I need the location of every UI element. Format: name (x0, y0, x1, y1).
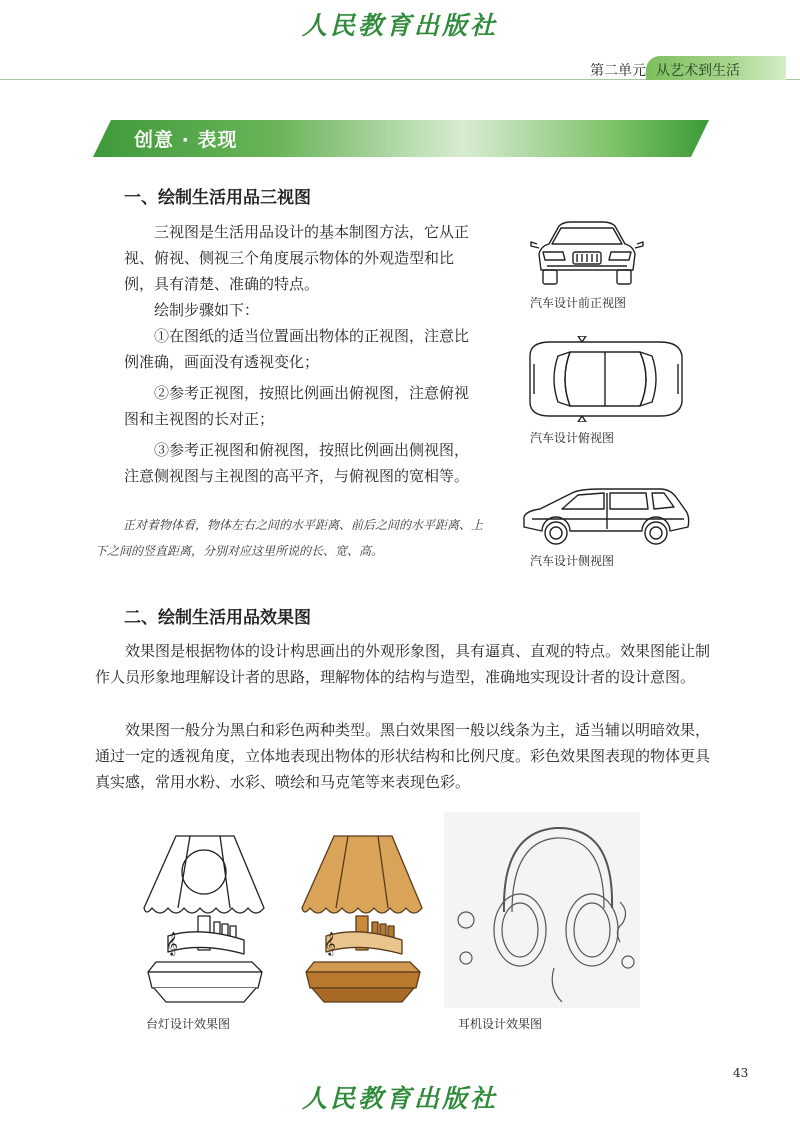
unit-label: 第二单元 (590, 63, 646, 79)
caption-car-top: 汽车设计俯视图 (530, 431, 615, 445)
section1-paragraph: ③参考正视图和俯视图，按照比例画出侧视图，注意侧视图与主视图的高平齐，与俯视图的宽相等。 (124, 441, 470, 485)
unit-title: 从艺术到生活 (656, 63, 740, 79)
car-side-view-illustration (520, 487, 692, 547)
section2-paragraph: 效果图一般分为黑白和彩色两种类型。黑白效果图一般以线条为主，适当辅以明暗效果，通过一定的透视角度，立体地表现出物体的形状结构和比例尺度。彩色效果图表现的物体更具真实感，常用水粉、水彩、喷绘和马克笔等来表现色彩。 (95, 721, 711, 791)
section1-note: 正对着物体看，物体左右之间的水平距离、前后之间的水平距离、上下之间的竖直距离，分别对应这里所说的长、宽、高。 (95, 518, 484, 558)
publisher-logo-bottom: 人民教育出版社 (301, 1084, 498, 1113)
svg-text:𝄞: 𝄞 (166, 931, 178, 955)
lamp-color-illustration (298, 832, 428, 1004)
svg-text:𝄞: 𝄞 (324, 931, 336, 955)
section1-paragraph: ②参考正视图，按照比例画出俯视图，注意俯视图和主视图的长对正； (124, 384, 470, 428)
section1-title: 一、绘制生活用品三视图 (124, 188, 311, 208)
section2-paragraph: 效果图是根据物体的设计构思画出的外观形象图，具有逼真、直观的特点。效果图能让制作人员形象地理解设计者的思路，理解物体的结构与造型，准确地实现设计者的设计意图。 (95, 642, 711, 686)
section2-title: 二、绘制生活用品效果图 (124, 608, 311, 628)
car-front-view-illustration (527, 218, 647, 290)
page-number: 43 (733, 1066, 749, 1080)
caption-car-side: 汽车设计侧视图 (530, 554, 615, 568)
lamp-bw-illustration (140, 832, 270, 1004)
section1-paragraph: ①在图纸的适当位置画出物体的正视图，注意比例准确，画面没有透视变化； (124, 327, 470, 371)
caption-headphones: 耳机设计效果图 (458, 1017, 543, 1031)
car-top-view-illustration (520, 336, 690, 422)
section1-paragraph: 绘制步骤如下： (154, 301, 260, 319)
section1-paragraph: 三视图是生活用品设计的基本制图方法，它从正视、俯视、侧视三个角度展示物体的外观造型和比例，具有清楚、准确的特点。 (124, 223, 470, 293)
caption-lamp: 台灯设计效果图 (146, 1017, 231, 1031)
section-banner-title: 创意 · 表现 (134, 129, 238, 151)
headphones-sketch-illustration (444, 812, 640, 1008)
caption-car-front: 汽车设计前正视图 (530, 296, 627, 310)
publisher-logo-top: 人民教育出版社 (301, 11, 498, 40)
